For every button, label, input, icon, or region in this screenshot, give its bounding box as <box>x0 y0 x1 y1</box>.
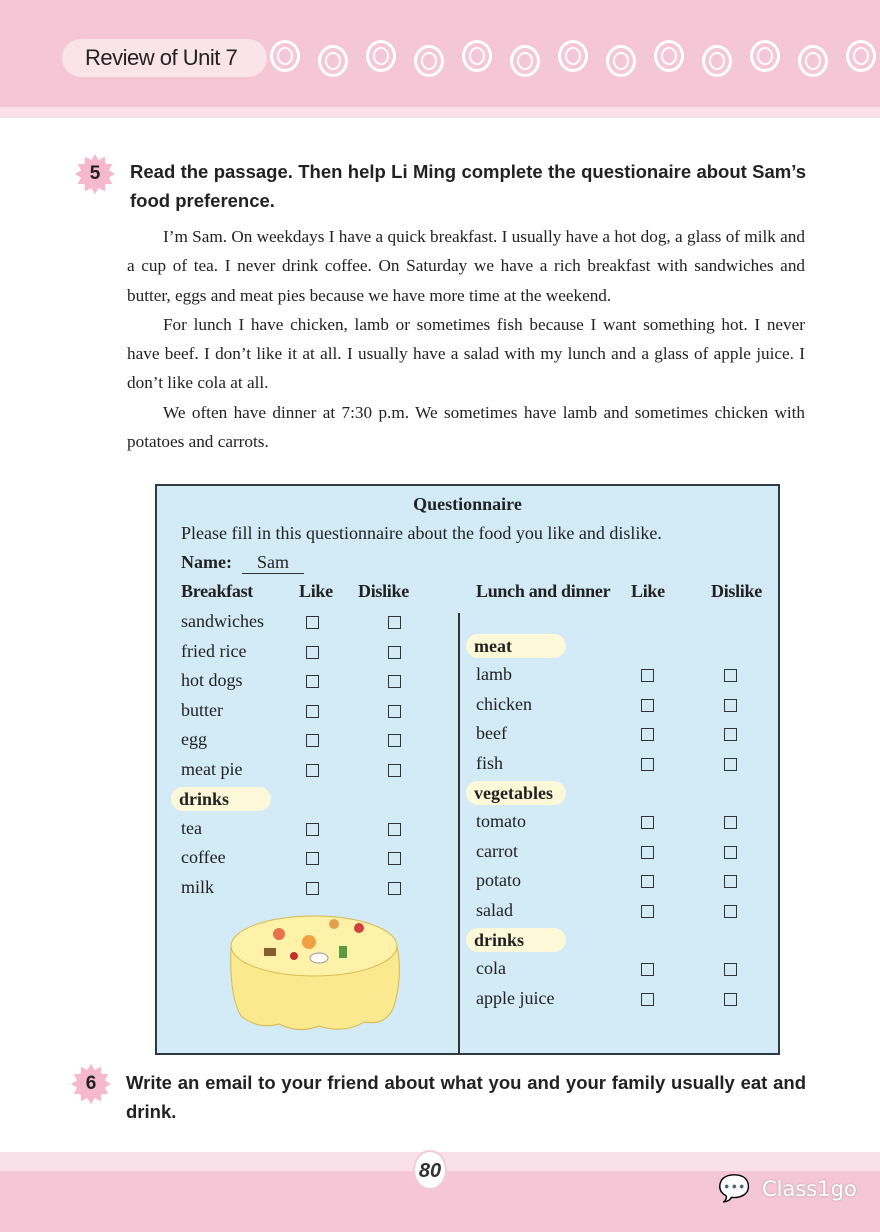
food-item-label: milk <box>181 876 215 897</box>
name-label: Name: <box>181 552 232 572</box>
column-header-breakfast: Breakfast <box>181 581 253 601</box>
food-item-label: fried rice <box>181 640 247 661</box>
task-instruction: Write an email to your friend about what you and your family usually eat and drink. <box>126 1072 806 1122</box>
like-checkbox[interactable] <box>641 728 654 741</box>
food-item-label: beef <box>476 723 507 744</box>
category-heading: drinks <box>466 928 566 952</box>
questionnaire-box <box>155 484 780 1055</box>
like-checkbox[interactable] <box>306 675 319 688</box>
column-header-dislike: Dislike <box>711 581 762 601</box>
ring-decoration <box>270 40 300 72</box>
dislike-checkbox[interactable] <box>388 675 401 688</box>
watermark: Class1go <box>762 1177 857 1201</box>
passage-paragraph: For lunch I have chicken, lamb or sometimes fish because I want something hot. I never have beef. I don’t like it at all. I usually have a salad with my lunch and a glass of apple juice. I don’t like cola at all. <box>127 314 805 393</box>
passage-paragraph: We often have dinner at 7:30 p.m. We sometimes have lamb and sometimes chicken with potatoes and carrots. <box>127 402 805 452</box>
category-heading: vegetables <box>466 781 566 805</box>
dislike-checkbox[interactable] <box>724 728 737 741</box>
dislike-checkbox[interactable] <box>388 764 401 777</box>
dislike-checkbox[interactable] <box>388 882 401 895</box>
like-checkbox[interactable] <box>306 882 319 895</box>
dislike-checkbox[interactable] <box>724 993 737 1006</box>
header-stripe <box>0 107 880 118</box>
food-item-label: egg <box>181 729 207 749</box>
dislike-checkbox[interactable] <box>724 758 737 771</box>
food-item-label: tomato <box>476 811 526 832</box>
dislike-checkbox[interactable] <box>724 963 737 976</box>
dislike-checkbox[interactable] <box>724 875 737 888</box>
like-checkbox[interactable] <box>641 816 654 829</box>
like-checkbox[interactable] <box>641 993 654 1006</box>
like-checkbox[interactable] <box>306 646 319 659</box>
like-checkbox[interactable] <box>641 846 654 859</box>
dislike-checkbox[interactable] <box>724 816 737 829</box>
ring-decoration <box>558 40 588 72</box>
dislike-checkbox[interactable] <box>388 852 401 865</box>
like-checkbox[interactable] <box>306 823 319 836</box>
column-header-lunch-dinner: Lunch and dinner <box>476 581 611 601</box>
wechat-icon: 💬 <box>718 1174 751 1203</box>
unit-title: Review of Unit 7 <box>62 39 267 77</box>
page-number: 80 <box>418 1160 442 1182</box>
dislike-checkbox[interactable] <box>724 669 737 682</box>
food-item-label: potato <box>476 870 521 891</box>
dislike-checkbox[interactable] <box>724 699 737 712</box>
like-checkbox[interactable] <box>641 905 654 918</box>
name-field <box>181 552 304 574</box>
column-divider <box>458 613 460 1053</box>
ring-decoration <box>654 40 684 72</box>
like-checkbox[interactable] <box>641 669 654 682</box>
dislike-checkbox[interactable] <box>388 616 401 629</box>
food-item-label: lamb <box>476 664 512 685</box>
ring-decoration <box>702 45 732 77</box>
category-heading: meat <box>466 634 566 658</box>
like-checkbox[interactable] <box>306 705 319 718</box>
reading-passage <box>127 222 805 456</box>
ring-decoration <box>318 45 348 77</box>
dislike-checkbox[interactable] <box>388 823 401 836</box>
like-checkbox[interactable] <box>306 734 319 747</box>
food-item-label: salad <box>476 899 513 920</box>
task-instruction: Read the passage. Then help Li Ming complete the questionaire about Sam’s food preference. <box>130 161 806 211</box>
ring-decoration <box>510 45 540 77</box>
dislike-checkbox[interactable] <box>388 705 401 718</box>
like-checkbox[interactable] <box>641 963 654 976</box>
ring-decoration <box>798 45 828 77</box>
like-checkbox[interactable] <box>641 758 654 771</box>
ring-decoration <box>414 45 444 77</box>
food-item-label: coffee <box>181 847 226 867</box>
food-item-label: tea <box>181 817 202 838</box>
food-item-label: carrot <box>476 840 518 861</box>
food-table-illustration <box>219 906 409 1036</box>
food-item-label: fish <box>476 752 503 773</box>
ring-decoration <box>750 40 780 72</box>
category-heading: drinks <box>171 787 271 811</box>
column-header-like: Like <box>631 581 665 601</box>
column-header-dislike: Dislike <box>358 581 409 601</box>
food-item-label: chicken <box>476 693 532 714</box>
dislike-checkbox[interactable] <box>388 646 401 659</box>
like-checkbox[interactable] <box>306 852 319 865</box>
food-item-label: sandwiches <box>181 611 264 631</box>
food-item-label: cola <box>476 958 506 979</box>
task-number: 5 <box>89 163 101 184</box>
task-number: 6 <box>85 1073 97 1094</box>
dislike-checkbox[interactable] <box>388 734 401 747</box>
food-item-label: meat pie <box>181 758 243 779</box>
dislike-checkbox[interactable] <box>724 846 737 859</box>
name-input[interactable]: Sam <box>242 552 304 574</box>
food-item-label: hot dogs <box>181 670 243 690</box>
questionnaire-title: Questionnaire <box>413 494 522 514</box>
column-header-like: Like <box>299 581 333 601</box>
dislike-checkbox[interactable] <box>724 905 737 918</box>
passage-paragraph: I’m Sam. On weekdays I have a quick breakfast. I usually have a hot dog, a glass of milk and a cup of tea. I never drink coffee. On Saturday we have a rich breakfast with sandwiches and butter, eggs and meat pies because we have more time at the weekend. <box>127 227 805 305</box>
ring-decoration <box>366 40 396 72</box>
food-item-label: apple juice <box>476 987 555 1008</box>
like-checkbox[interactable] <box>306 616 319 629</box>
ring-decoration <box>846 40 876 72</box>
ring-decoration <box>606 45 636 77</box>
ring-decoration <box>462 40 492 72</box>
questionnaire-instruction: Please fill in this questionnaire about the food you like and dislike. <box>181 523 662 543</box>
food-item-label: butter <box>181 699 223 720</box>
like-checkbox[interactable] <box>641 875 654 888</box>
like-checkbox[interactable] <box>306 764 319 777</box>
like-checkbox[interactable] <box>641 699 654 712</box>
